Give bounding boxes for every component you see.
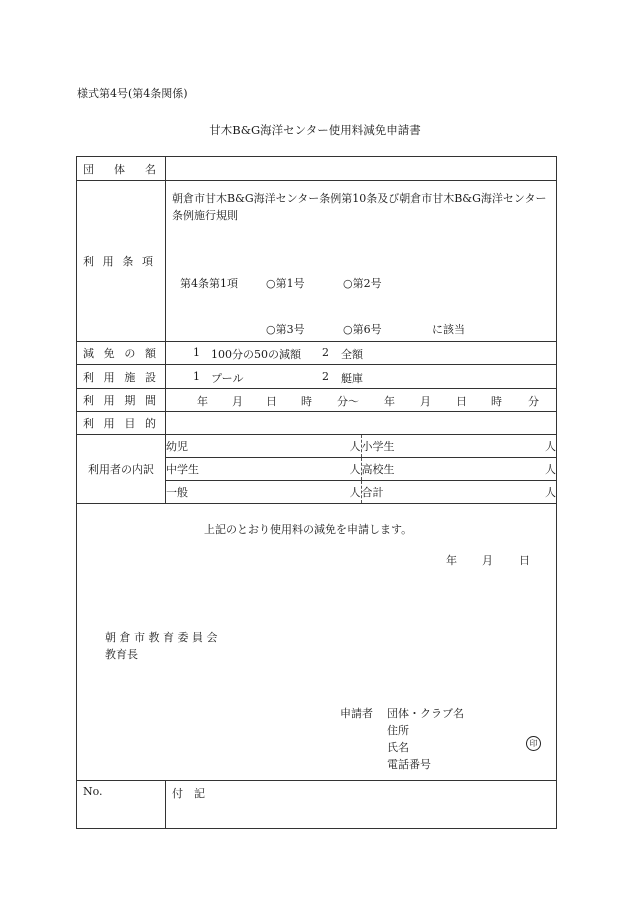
label-facility: 利 用 施 設 (77, 365, 166, 389)
facility-option-boathouse[interactable]: 艇庫 (341, 372, 363, 385)
users-elementary[interactable]: 小学生 人 (361, 440, 556, 453)
field-phone[interactable]: 電話番号 (387, 758, 431, 771)
facility-option-pool[interactable]: プール (211, 372, 244, 385)
label-organization: 団 体 名 (77, 157, 166, 181)
option-item-3[interactable]: ○第3号 (266, 323, 305, 336)
reduction-option-2[interactable]: 全額 (341, 348, 363, 361)
users-infant[interactable]: 幼児 人 (166, 435, 361, 458)
date-month: 月 (482, 554, 493, 567)
number-cell[interactable] (77, 781, 166, 829)
row-footer (77, 781, 557, 829)
date-day: 日 (519, 554, 530, 567)
purpose-field[interactable] (166, 412, 557, 435)
row-terms (77, 181, 557, 342)
period-month-end: 月 (420, 395, 431, 408)
option-item-6[interactable]: ○第6号 (343, 323, 382, 336)
label-period: 利 用 期 間 (77, 389, 166, 412)
period-day-end: 日 (456, 395, 467, 408)
users-high-school[interactable]: 高校生 人 (361, 458, 556, 481)
label-reduction: 減 免 の 額 (77, 342, 166, 365)
addressee-board: 朝 倉 市 教 育 委 員 会 (105, 631, 218, 644)
label-terms: 利 用 条 項 (77, 181, 166, 342)
applicant-label: 申請者 (340, 707, 373, 720)
organization-field[interactable] (166, 157, 557, 181)
field-club-name[interactable]: 団体・クラブ名 (387, 707, 464, 720)
row-users-breakdown (77, 435, 557, 504)
label-purpose: 利 用 目 的 (77, 412, 166, 435)
article-label: 第4条第1項 (180, 277, 238, 290)
number-label: No. (83, 785, 103, 798)
period-field[interactable] (166, 389, 557, 412)
terms-text: 朝倉市甘木B&G海洋センター条例第10条及び朝倉市甘木B&G海洋センター条例施行規則 (172, 192, 547, 222)
facility-option-1-num: 1 (193, 370, 200, 383)
addressee-superintendent: 教育長 (105, 648, 138, 661)
document-title: 甘木B&G海洋センター使用料減免申請書 (209, 123, 421, 137)
field-address[interactable]: 住所 (387, 724, 409, 737)
option-item-1[interactable]: ○第1号 (266, 277, 305, 290)
seal-icon: 印 (526, 736, 541, 751)
application-statement: 上記のとおり使用料の減免を申請します。 (204, 523, 413, 536)
users-total[interactable]: 合計 人 (361, 481, 556, 504)
row-period (77, 389, 557, 412)
facility-option-2-num: 2 (322, 370, 329, 383)
row-facility (77, 365, 557, 389)
form-number: 様式第4号(第4条関係) (77, 87, 188, 100)
row-purpose (77, 412, 557, 435)
period-minute-start: 分〜 (337, 395, 359, 408)
period-hour-end: 時 (491, 395, 502, 408)
application-form-table (76, 156, 557, 829)
remarks-label: 付 記 (172, 787, 205, 800)
option-item-2[interactable]: ○第2号 (343, 277, 382, 290)
field-name[interactable]: 氏名 (387, 741, 409, 754)
row-reduction (77, 342, 557, 365)
period-hour-start: 時 (301, 395, 312, 408)
date-year: 年 (446, 554, 457, 567)
period-minute-end: 分 (528, 395, 539, 408)
period-year-start: 年 (197, 395, 208, 408)
reduction-option-1[interactable]: 100分の50の減額 (211, 348, 301, 361)
row-organization (77, 157, 557, 181)
reduction-option-1-num: 1 (193, 346, 200, 359)
period-day-start: 日 (266, 395, 277, 408)
period-month-start: 月 (232, 395, 243, 408)
applies-text: に該当 (432, 323, 465, 336)
label-users-breakdown: 利用者の内訳 (77, 435, 166, 504)
users-general[interactable]: 一般 人 (166, 481, 361, 504)
row-application-body (77, 504, 557, 781)
period-year-end: 年 (384, 395, 395, 408)
users-breakdown-table (166, 435, 556, 503)
reduction-option-2-num: 2 (322, 346, 329, 359)
users-junior-high[interactable]: 中学生 人 (166, 458, 361, 481)
remarks-cell[interactable] (166, 781, 557, 829)
